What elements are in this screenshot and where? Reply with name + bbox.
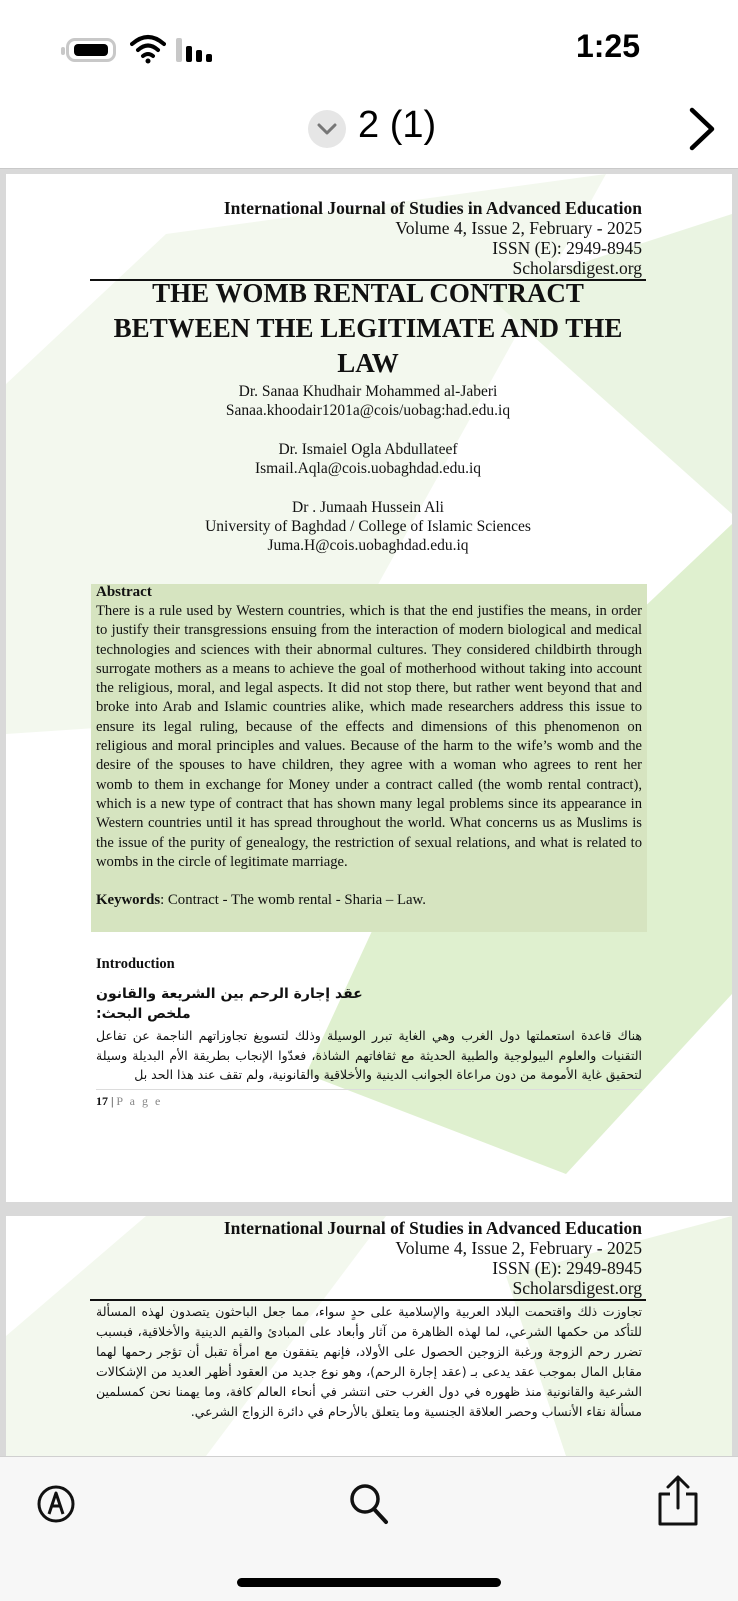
page-menu-button[interactable]: [308, 110, 346, 148]
home-indicator[interactable]: [237, 1578, 501, 1587]
search-icon[interactable]: [348, 1482, 390, 1526]
header-divider: [90, 1299, 646, 1301]
document-page-18: [6, 1216, 732, 1456]
keywords-text: : Contract - The womb rental - Sharia – Law.: [160, 892, 426, 908]
cellular-signal-icon: [176, 36, 216, 64]
author-email: Ismail.Aqla@cois.uobaghdad.edu.iq: [254, 460, 482, 477]
author-name: Dr . Jumaah Hussein Ali: [292, 499, 444, 516]
arabic-title: عقد إجارة الرحم بين الشريعة والقانون: [96, 986, 363, 1002]
author-email: Sanaa.khoodair1201a@cois/uobag:had.edu.iq: [225, 402, 511, 419]
title-line: THE WOMB RENTAL CONTRACT: [152, 278, 584, 308]
author-email: Juma.H@cois.uobaghdad.edu.iq: [267, 537, 469, 554]
wifi-icon: [130, 34, 166, 64]
abstract-text: There is a rule used by Western countries, which is that the end justifies the means, in order to justify their transgressions ensuing from the interaction of modern biological and medical technologies and sciences with their abnormal cultures. They considered childbirth through surrogate mothers as a means to achieve the goal of motherhood without taking into account the religious, moral, and legal aspects. It did not stop there, but rather went beyond that and broke into Arab and Islamic countries alike, which made researchers address this issue to ensure its legal ruling, because of the effects and dimensions of this phenomenon on religious and moral principles and values. Because of the harm to the wife’s womb and the desire of the spouses to have children, they agree with a woman who agrees to rent her womb to them in exchange for Money under a contract called (the womb rental contract), which is a new type of contract that has shown many legal problems since its appearance in Western countries until it has spread throughout the world. What concerns us as Muslims is the issue of the purity of genealogy, the restriction of sexual relations, and what is related to wombs in the circle of legitimate marriage.: [96, 603, 642, 870]
paper-title: [90, 276, 646, 381]
keywords: [96, 892, 426, 909]
title-line: BETWEEN THE LEGITIMATE AND THE: [113, 313, 623, 343]
journal-title: International Journal of Studies in Advanced Education: [223, 1218, 642, 1238]
journal-header: [224, 198, 642, 278]
author-block: [90, 382, 646, 420]
journal-site: Scholarsdigest.org: [512, 258, 642, 278]
journal-volume: Volume 4, Issue 2, February - 2025: [395, 1238, 642, 1258]
author-name: Dr. Ismaiel Ogla Abdullateef: [278, 441, 458, 458]
document-page-17: [6, 174, 732, 1202]
author-block: [90, 440, 646, 478]
status-bar: [0, 0, 738, 100]
share-icon[interactable]: [656, 1474, 700, 1528]
chevron-right-icon[interactable]: [684, 104, 718, 154]
arabic-body: هناك قاعدة استعملتها دول الغرب وهي الغاية تبرر الوسيلة وذلك لتسويغ تجاوزاتهم الناجمة عن تفاعل التقنيات والعلوم البيولوجية والطبية الحديثة مع ثقافاتهم الشاذة، فعدّوا الإنجاب بطريقة الأم البديلة وسيلة لتحقيق غاية الأمومة من دون مراعاة الجوانب الدينية والأخلاقية والقانونية، ولم تقف عند هذا الحد بل: [96, 1028, 642, 1082]
journal-volume: Volume 4, Issue 2, February - 2025: [395, 218, 642, 238]
chevron-down-icon: [308, 110, 346, 148]
journal-header: [224, 1218, 642, 1298]
journal-title: International Journal of Studies in Advanced Education: [223, 198, 642, 218]
page-indicator[interactable]: 2 (1): [358, 104, 437, 146]
journal-issn: ISSN (E): 2949-8945: [492, 1258, 642, 1278]
abstract-heading: Abstract: [96, 584, 152, 600]
page-word: P a g e: [116, 1094, 163, 1108]
page-number: 17 | P a g e: [96, 1094, 163, 1108]
title-line: LAW: [337, 348, 399, 378]
introduction-heading: Introduction: [96, 956, 175, 972]
status-time: 1:25: [575, 28, 640, 64]
journal-site: Scholarsdigest.org: [512, 1278, 642, 1298]
battery-icon: [66, 38, 116, 62]
markup-icon[interactable]: [36, 1484, 76, 1524]
page-number-value: 17: [96, 1094, 108, 1108]
footer-divider: [96, 1089, 642, 1090]
author-block: [90, 498, 646, 555]
arabic-body: تجاوزت ذلك واقتحمت البلاد العربية والإسلامية على حدٍ سواء، مما جعل الباحثون يتصدون لهذه المسألة للتأكد من حكمها الشرعي، لما لهذه الظاهرة من آثار وأبعاد على المبادئ والقيم الدينية والأخلاقية، فبسبب تضرر رحم الزوجة ورغبة الزوجين الحصول على الأولاد، فإنهم يتفقون مع امرأة تقبل أن تؤجر رحمها لهما مقابل المال بموجب عقد يدعى بـ (عقد إجارة الرحم)، وهو نوع جديد من العقود أظهر العديد من الإشكالات الشرعية والقانونية منذ ظهوره في دول الغرب حتى انتشر في أنحاء العالم كافة، وما يهمنا نحن كمسلمين مسألة نقاء الأنساب وحصر العلاقة الجنسية وما يتعلق بالأرحام في دائرة الزواج الشرعي.: [96, 1304, 642, 1419]
keywords-label: Keywords: [96, 892, 161, 908]
author-name: Dr. Sanaa Khudhair Mohammed al-Jaberi: [238, 383, 498, 400]
author-affiliation: University of Baghdad / College of Islamic Sciences: [205, 518, 531, 535]
journal-issn: ISSN (E): 2949-8945: [492, 238, 642, 258]
arabic-subtitle: ملخص البحث:: [96, 1006, 191, 1022]
